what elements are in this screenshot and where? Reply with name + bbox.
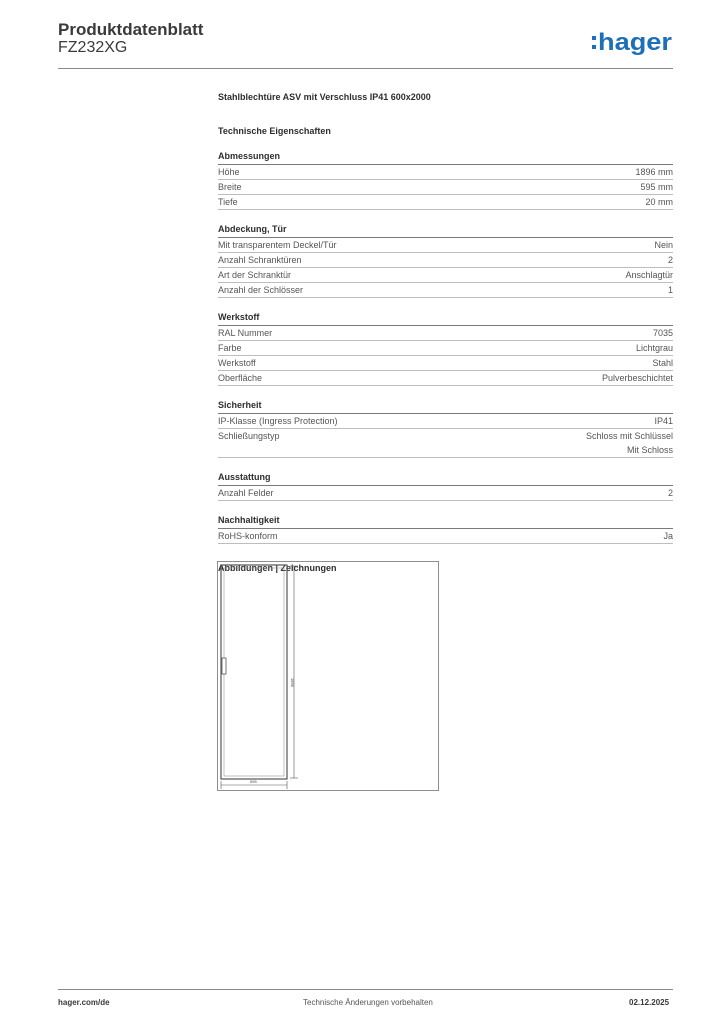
property-value	[668, 283, 673, 297]
door-drawing	[217, 561, 439, 791]
property-value-line: Schloss mit Schlüssel	[585, 431, 673, 441]
property-value-line: Stahl	[652, 358, 673, 368]
property-value	[645, 195, 673, 209]
datasheet-content	[218, 91, 673, 574]
figures-heading: Abbildungen | Zeichnungen	[218, 563, 337, 573]
property-value-line: 20 mm	[645, 197, 673, 207]
property-value-line: 2	[667, 488, 673, 498]
section-nachhaltigkeit	[218, 514, 673, 544]
property-row	[218, 429, 673, 458]
property-value	[654, 238, 673, 252]
property-label: Werkstoff	[218, 358, 256, 368]
header-divider	[58, 68, 673, 69]
section-ausstattung	[218, 471, 673, 501]
property-value	[636, 341, 673, 355]
property-value-line: 595 mm	[640, 182, 673, 192]
door-handle-icon	[222, 658, 226, 674]
property-value-line: Pulverbeschichtet	[601, 373, 673, 383]
property-row	[218, 486, 673, 501]
property-label: Farbe	[218, 343, 242, 353]
property-label: Anzahl Felder	[218, 488, 274, 498]
technical-properties-heading: Technische Eigenschaften	[218, 126, 331, 136]
property-value	[663, 529, 673, 543]
property-row	[218, 356, 673, 371]
footer-divider	[58, 989, 673, 990]
property-value	[668, 486, 673, 500]
footer-date: 02.12.2025	[629, 998, 670, 1007]
property-row	[218, 371, 673, 386]
property-value-line: 2	[667, 255, 673, 265]
property-row	[218, 268, 673, 283]
property-value-line: 7035	[652, 328, 673, 338]
property-label: Mit transparentem Deckel/Tür	[218, 240, 337, 250]
property-label: Oberfläche	[218, 373, 263, 383]
section-title: Werkstoff	[218, 311, 673, 326]
section-abmessungen	[218, 150, 673, 210]
property-value	[668, 253, 673, 267]
property-label: RoHS-konform	[218, 531, 278, 541]
property-row	[218, 180, 673, 195]
property-row	[218, 195, 673, 210]
section-title: Ausstattung	[218, 471, 673, 486]
property-label: Breite	[218, 182, 242, 192]
property-value-line: 1896 mm	[635, 167, 673, 177]
property-label: Schließungstyp	[218, 431, 280, 441]
property-label: IP-Klasse (Ingress Protection)	[218, 416, 338, 426]
property-value	[586, 429, 673, 457]
document-title: Produktdatenblatt	[58, 20, 204, 39]
section-werkstoff	[218, 311, 673, 386]
logo-text: hager	[598, 29, 672, 56]
property-value	[602, 371, 673, 385]
property-value	[635, 165, 673, 179]
property-row	[218, 253, 673, 268]
property-value-line: IP41	[654, 416, 673, 426]
property-value	[640, 180, 673, 194]
section-title: Abmessungen	[218, 150, 673, 165]
property-label: RAL Nummer	[218, 328, 273, 338]
property-value	[654, 414, 673, 428]
section-title: Sicherheit	[218, 399, 673, 414]
door-drawing-svg	[218, 562, 438, 790]
property-row	[218, 529, 673, 544]
property-value	[653, 326, 673, 340]
property-row	[218, 414, 673, 429]
property-label: Anzahl Schranktüren	[218, 255, 302, 265]
section-title: Nachhaltigkeit	[218, 514, 673, 529]
property-row	[218, 341, 673, 356]
property-value-line: Nein	[654, 240, 673, 250]
property-value-line: Ja	[663, 531, 673, 541]
section-title: Abdeckung, Tür	[218, 223, 673, 238]
hager-logo	[592, 26, 674, 60]
property-label: Höhe	[218, 167, 240, 177]
property-row	[218, 238, 673, 253]
property-label: Art der Schranktür	[218, 270, 292, 280]
property-value	[625, 268, 673, 282]
product-name: Stahlblechtüre ASV mit Verschluss IP41 600x2000	[218, 92, 431, 102]
property-row	[218, 165, 673, 180]
section-sicherheit	[218, 399, 673, 458]
property-label: Anzahl der Schlösser	[218, 285, 304, 295]
property-value-line: Mit Schloss	[626, 445, 673, 455]
property-value	[652, 356, 673, 370]
property-row	[218, 283, 673, 298]
footer-note: Technische Änderungen vorbehalten	[303, 998, 433, 1007]
height-dimension-label: 1896	[290, 678, 295, 687]
property-label: Tiefe	[218, 197, 238, 207]
property-value-line: Anschlagtür	[625, 270, 673, 280]
property-value-line: Lichtgrau	[635, 343, 673, 353]
door-outline	[221, 565, 287, 779]
property-row	[218, 326, 673, 341]
width-dimension-label: 595	[250, 779, 257, 784]
property-sections	[218, 150, 673, 544]
property-value-line: 1	[667, 285, 673, 295]
article-number: FZ232XG	[58, 39, 128, 56]
section-abdeckung-tür	[218, 223, 673, 298]
footer-website[interactable]: hager.com/de	[58, 998, 110, 1007]
door-inner-frame	[224, 568, 284, 776]
